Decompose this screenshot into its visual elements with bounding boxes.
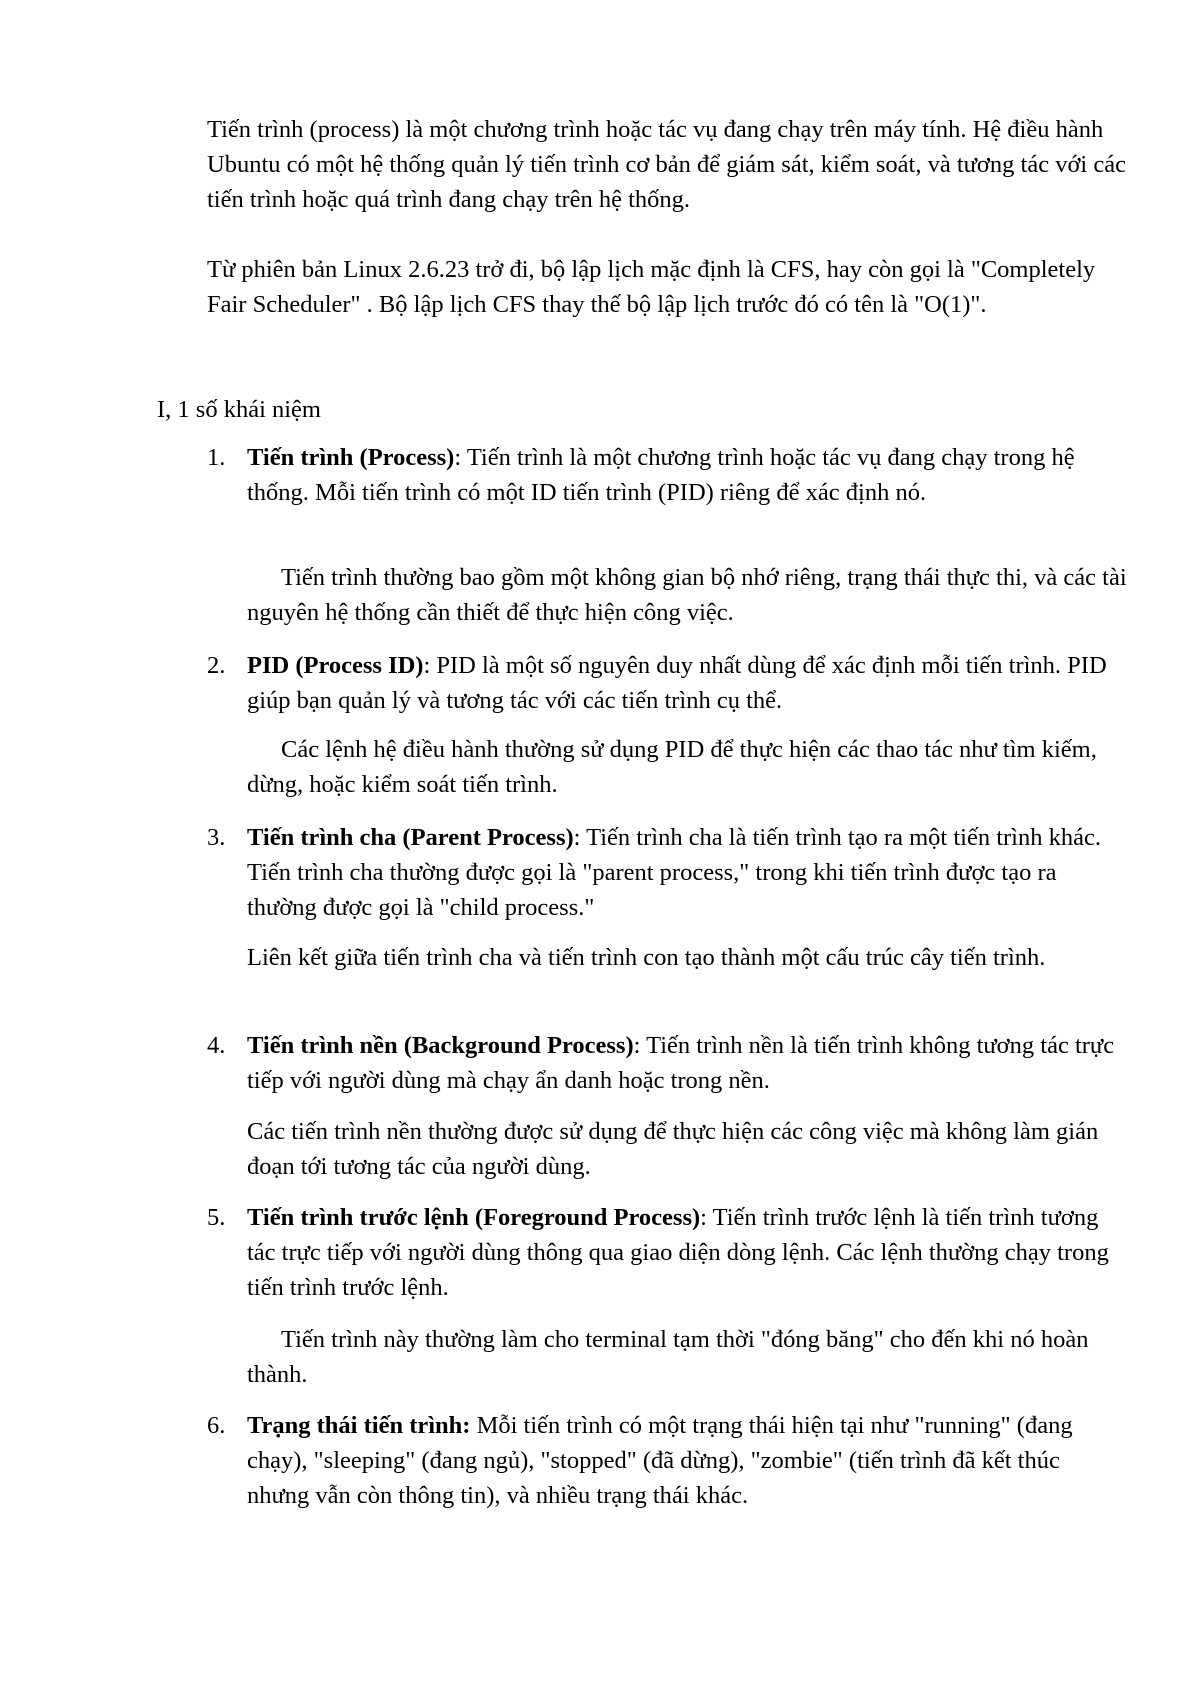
list-item bbox=[207, 1028, 1127, 1098]
list-item bbox=[207, 440, 1127, 510]
list-item-body bbox=[247, 820, 1127, 925]
list-item-note: Các lệnh hệ điều hành thường sử dụng PID để thực hiện các thao tác như tìm kiếm, dừng, hoặc kiểm soát tiến trình. bbox=[247, 736, 1097, 798]
list-item-number: 2. bbox=[207, 652, 226, 679]
list-item-note: Liên kết giữa tiến trình cha và tiến trình con tạo thành một cấu trúc cây tiến trình. bbox=[247, 944, 1046, 971]
section-heading: I, 1 số khái niệm bbox=[157, 396, 321, 423]
list-item-text: : Tiến trình là một chương trình hoặc tác vụ đang chạy trong hệ thống. Mỗi tiến trình có một ID tiến trình (PID) riêng để xác định nó. bbox=[247, 444, 1075, 506]
list-item-number: 1. bbox=[207, 444, 226, 471]
list-item-body bbox=[247, 440, 1127, 510]
intro-paragraph-1: Tiến trình (process) là một chương trình hoặc tác vụ đang chạy trên máy tính. Hệ điều hành Ubuntu có một hệ thống quản lý tiến trình cơ bản để giám sát, kiểm soát, và tương tác với các tiến trình hoặc quá trình đang chạy trên hệ thống. bbox=[207, 116, 1126, 213]
list-item-number: 4. bbox=[207, 1032, 226, 1059]
list-item-term: Tiến trình cha (Parent Process) bbox=[247, 824, 574, 851]
list-item bbox=[207, 648, 1127, 718]
list-item-number: 3. bbox=[207, 824, 226, 851]
list-item-body bbox=[247, 648, 1127, 718]
list-item-text: : Tiến trình cha là tiến trình tạo ra một tiến trình khác. Tiến trình cha thường được gọi là "parent process," trong khi tiến trình được tạo ra thường được gọi là "child process." bbox=[247, 824, 1101, 921]
list-item bbox=[207, 1200, 1127, 1305]
list-item-term: Trạng thái tiến trình: bbox=[247, 1412, 471, 1439]
list-item-text: Mỗi tiến trình có một trạng thái hiện tại như "running" (đang chạy), "sleeping" (đang ngủ), "stopped" (đã dừng), "zombie" (tiến trình đã kết thúc nhưng vẫn còn thông tin), và nhiều trạng thái khác. bbox=[247, 1412, 1073, 1509]
list-item-number: 5. bbox=[207, 1204, 226, 1231]
list-item-body bbox=[247, 1200, 1127, 1305]
list-item-note: Tiến trình thường bao gồm một không gian bộ nhớ riêng, trạng thái thực thi, và các tài nguyên hệ thống cần thiết để thực hiện công việc. bbox=[247, 564, 1127, 626]
list-item-term: Tiến trình trước lệnh (Foreground Process) bbox=[247, 1204, 701, 1231]
list-item-text: : Tiến trình nền là tiến trình không tương tác trực tiếp với người dùng mà chạy ẩn danh hoặc trong nền. bbox=[247, 1032, 1115, 1094]
list-item-number: 6. bbox=[207, 1412, 226, 1439]
list-item-term: PID (Process ID) bbox=[247, 652, 424, 679]
list-item-note: Tiến trình này thường làm cho terminal tạm thời "đóng băng" cho đến khi nó hoàn thành. bbox=[247, 1326, 1089, 1388]
list-item-text: : PID là một số nguyên duy nhất dùng để xác định mỗi tiến trình. PID giúp bạn quản lý và tương tác với các tiến trình cụ thể. bbox=[247, 652, 1107, 714]
list-item-text: : Tiến trình trước lệnh là tiến trình tương tác trực tiếp với người dùng thông qua giao diện dòng lệnh. Các lệnh thường chạy trong tiến trình trước lệnh. bbox=[247, 1204, 1109, 1301]
list-item bbox=[207, 820, 1127, 925]
list-item-term: Tiến trình (Process) bbox=[247, 444, 455, 471]
list-item-term: Tiến trình nền (Background Process) bbox=[247, 1032, 634, 1059]
intro-paragraph-2: Từ phiên bản Linux 2.6.23 trở đi, bộ lập lịch mặc định là CFS, hay còn gọi là "Completely Fair Scheduler" . Bộ lập lịch CFS thay thế bộ lập lịch trước đó có tên là "O(1)". bbox=[207, 256, 1096, 318]
list-item-body bbox=[247, 1408, 1127, 1513]
list-item-body bbox=[247, 1028, 1127, 1098]
list-item bbox=[207, 1408, 1127, 1513]
list-item-note: Các tiến trình nền thường được sử dụng để thực hiện các công việc mà không làm gián đoạn tới tương tác của người dùng. bbox=[247, 1118, 1099, 1180]
